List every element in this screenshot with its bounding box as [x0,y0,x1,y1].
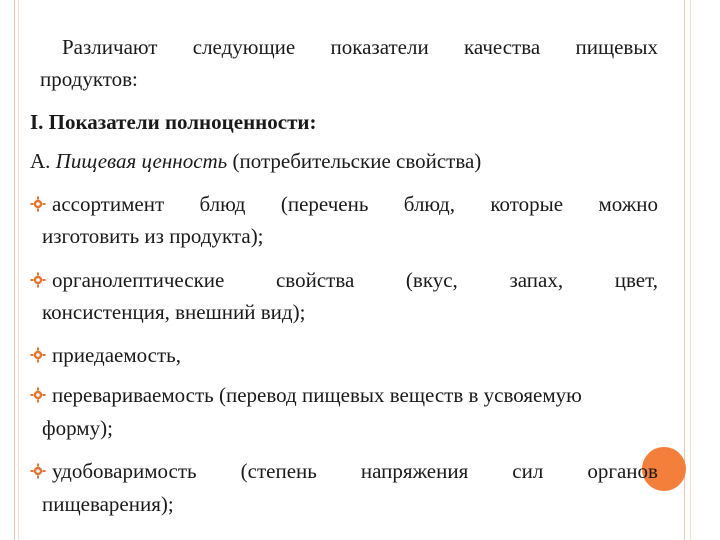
bullet-word: которые [490,192,564,216]
bullet-2-line-2: консистенция, внешний вид); [42,300,306,324]
bullet-2-line-1 [52,266,658,294]
subheading-prefix: А. [30,149,51,173]
bullet-word: ассортимент [52,192,165,216]
bullet-word: удобоваримость [52,459,197,483]
bullet-word: напряжения [360,459,469,483]
bullet-4-line-1: перевариваемость (перевод пищевых веществ в усвояемую [52,383,582,407]
intro-word: показатели [330,35,429,59]
bullet-1-line-1 [52,190,658,218]
bullet-3-line-1: приедаемость, [52,343,181,367]
bullet-4-line-2: форму); [42,416,113,440]
bullet-word: можно [598,192,658,216]
bullet-word: цвет, [614,268,658,292]
sun-bullet-icon [30,347,46,363]
subheading-italic: Пищевая ценность [55,149,228,173]
intro-word: качества [463,35,541,59]
bullet-word: свойства [275,268,355,292]
section-heading: I. Показатели полноценности: [30,110,317,134]
bullet-5-line-2: пищеварения); [42,492,174,516]
subheading-rest: (потребительские свойства) [232,149,482,173]
bullet-word: блюд, [403,192,455,216]
intro-line-1 [62,33,658,61]
intro-word: пищевых [575,35,658,59]
bullet-word: блюд [199,192,246,216]
bullet-word: сил [512,459,544,483]
sun-bullet-icon [30,196,46,212]
sun-bullet-icon [30,272,46,288]
intro-word: Различают [62,35,158,59]
bullet-word: (перечень [280,192,369,216]
bullet-word: органолептические [52,268,225,292]
bullet-word: органов [587,459,658,483]
subheading [30,147,481,175]
sun-bullet-icon [30,463,46,479]
bullet-word: (степень [240,459,317,483]
intro-word: следующие [192,35,296,59]
bullet-word: запах, [509,268,564,292]
intro-line-2: продуктов: [40,67,138,91]
bullet-word: (вкус, [405,268,458,292]
bullet-5-line-1 [52,457,658,485]
bullet-1-line-2: изготовить из продукта); [42,224,264,248]
sun-bullet-icon [30,387,46,403]
